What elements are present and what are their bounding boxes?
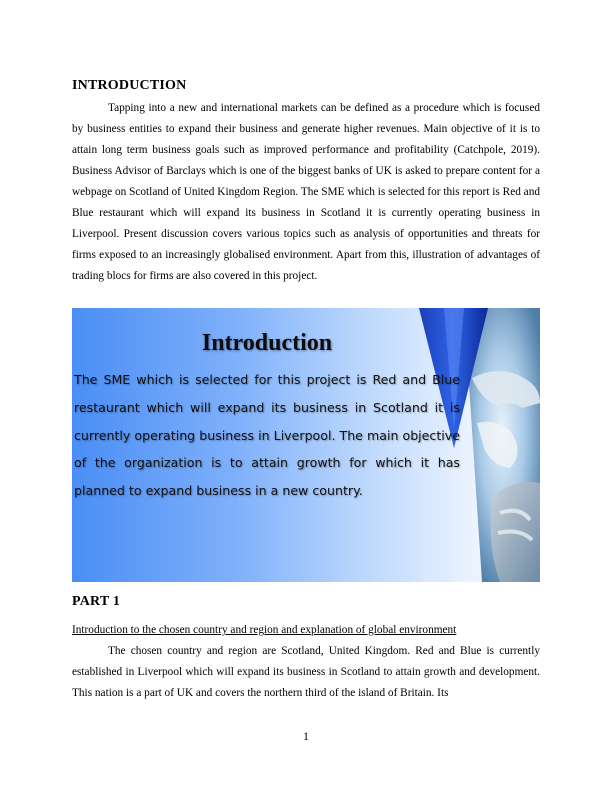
part1-paragraph-text: The chosen country and region are Scotland, United Kingdom. Red and Blue is currently established in Liverpool which will expand its business in Scotland to attain growth and development. This nation is a part of UK and covers the northern third of the island of Britain. Its <box>72 645 540 699</box>
slide-title: Introduction <box>201 330 333 356</box>
part1-paragraph <box>72 641 540 704</box>
page-number: 1 <box>303 729 309 743</box>
introduction-slide-image <box>72 308 540 582</box>
part1-subheading: Introduction to the chosen country and region and explanation of global environment <box>72 624 457 636</box>
slide-body-text: The SME which is selected for this project is Red and Blue restaurant which will expand its business in Scotland it is currently operating business in Liverpool. The main objective of the organization is to attain growth for which it has planned to expand business in a new country. <box>74 372 460 499</box>
introduction-heading: INTRODUCTION <box>72 78 187 93</box>
introduction-paragraph <box>72 98 540 287</box>
part1-heading: PART 1 <box>72 594 121 609</box>
introduction-paragraph-text: Tapping into a new and international markets can be defined as a procedure which is focused by business entities to expand their business and generate higher revenues. Main objective of it is to attain long term business goals such as improved performance and profitability (Catchpole, 2019). Business Advisor of Barclays which is one of the biggest banks of UK is asked to prepare content for a webpage on Scotland of United Kingdom Region. The SME which is selected for this report is Red and Blue restaurant which will expand its business in Scotland it is currently operating business in Liverpool. Present discussion covers various topics such as analysis of opportunities and threats for firms exposed to an increasingly globalised environment. Apart from this, illustration of advantages of trading blocs for firms are also covered in this project. <box>72 102 540 282</box>
